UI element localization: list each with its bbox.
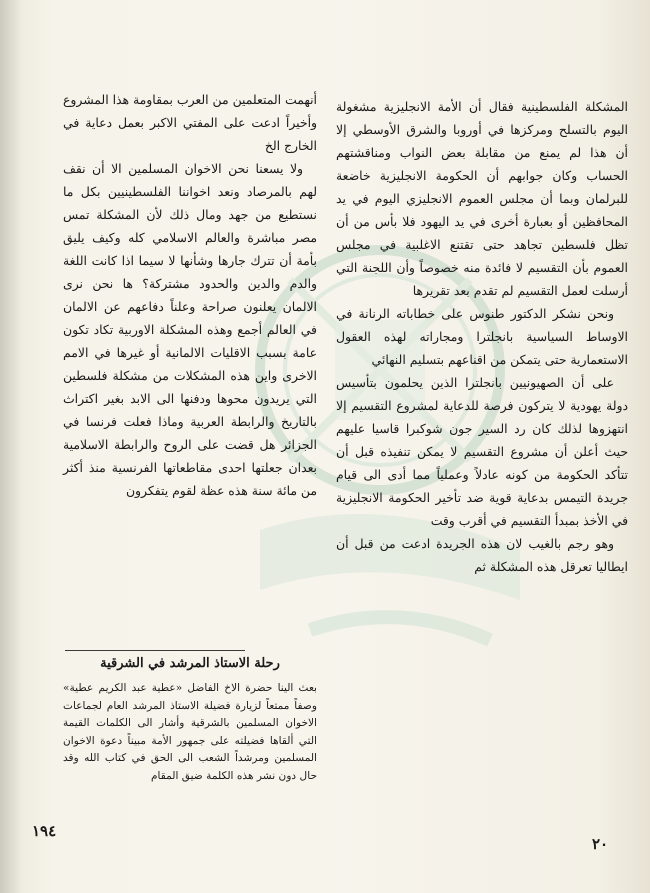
paragraph: ونحن نشكر الدكتور طنوس على خطاباته الرنانة في الاوساط السياسية بانجلترا ومجاراته لهذه العقول الاستعمارية حتى يتمكن من اقناعهم بتسليم النهائي <box>336 306 628 367</box>
paragraph: ولا يسعنا نحن الاخوان المسلمين الا أن نقف لهم بالمرصاد ونعد اخواننا الفلسطينيين بكل ما نستطيع من جهد ومال ذلك لأن المشكلة تمس مصر مباشرة والعالم الاسلامي كله وكيف يليق بأمة أن تترك جارها وشأنها لا سيما اذا كانت اللغة والدم والدين والحدود مشتركة؟ ها نحن نرى الالمان يعلنون صراحة وعلناً دفاعهم عن الالمان في العالم أجمع وهذه المشكلة الاوربية تكاد تكون عامة بسبب الاقليات الالمانية أو غيرها في الامم الاخرى واين هذه المشكلات من مشكلة فلسطين التي يريدون محوها ودفنها الى الابد بغير اكتراث بالتاريخ والرابطة العربية وماذا فعلت فرنسا في الجزائر هل قضت على الروح والرابطة الاسلامية بعدان جعلتها احدى مقاطعاتها الفرنسية منذ أكثر من مائة سنة هذه عظة لقوم يتفكرون <box>63 161 317 498</box>
paragraph: وهو رجم بالغيب لان هذه الجريدة ادعت من قبل أن ايطاليا تعرقل هذه المشكلة ثم <box>336 536 628 574</box>
section-divider <box>65 650 245 651</box>
page-number-left: ١٩٤ <box>32 822 57 840</box>
right-text-column <box>336 95 628 578</box>
page-number-right: ٢٠ <box>592 835 609 853</box>
paragraph: المشكلة الفلسطينية فقال أن الأمة الانجليزية مشغولة اليوم بالتسلح ومركزها في أوروبا والشرق الأوسطي إلا أن هذا لم يمنع من مقابلة بعض النواب ومناقشتهم الحساب وكان جوابهم أن الحكومة الانجليزية خاضعة للبرلمان وبما أن مجلس العموم الانجليزي اليوم في يد المحافظين أو بعبارة أخرى في يد اليهود فلا بأس من أن تظل فلسطين تجاهد حتى تقتنع الاغلبية في مجلس العموم بأن التقسيم لا فائدة منه خصوصاً وأن اللجنة التي أرسلت لعمل التقسيم لم تقدم بعد تقريرها <box>336 99 628 298</box>
paragraph: أنهمت المتعلمين من العرب بمقاومة هذا المشروع وأخيراً ادعت على المفتي الاكبر بعمل دعاية في الخارج الخ <box>63 92 317 153</box>
section-paragraph: بعث الينا حضرة الاخ الفاضل «عطية عبد الكريم عطية» وصفاً ممتعاً لزيارة فضيلة الاستاذ المرشد العام لجماعات الاخوان المسلمين بالشرقية وأشار الى الكلمات القيمة التي ألقاها فضيلته على جمهور الأمة مبيناً دعوة الاخوان المسلمين ومرشداً الشعب الى الحق في كتاب الله وقد حال دون نشر هذه الكلمة ضيق المقام <box>63 682 317 782</box>
section-title: رحلة الاستاذ المرشد في الشرقية <box>100 656 280 671</box>
binding-shadow <box>0 0 22 893</box>
paragraph: على أن الصهيونيين بانجلترا الذين يحلمون بتأسيس دولة يهودية لا يتركون فرصة للدعاية لمشروع التقسيم إلا انتهزوها لذلك كان رد السير جون شوكبرا قاسيا عليهم حيث أعلن أن مشروع التقسيم لا يمكن تنفيذه قبل أن تتأكد الحكومة من كونه عادلاً وعملياً مما أدى الى قيام جريدة التيمس بدعاية قوية ضد تأخير الحكومة الانجليزية في الأخذ بمبدأ التقسيم في أقرب وقت <box>336 375 628 528</box>
left-text-column <box>63 88 317 502</box>
section-body <box>63 680 317 785</box>
